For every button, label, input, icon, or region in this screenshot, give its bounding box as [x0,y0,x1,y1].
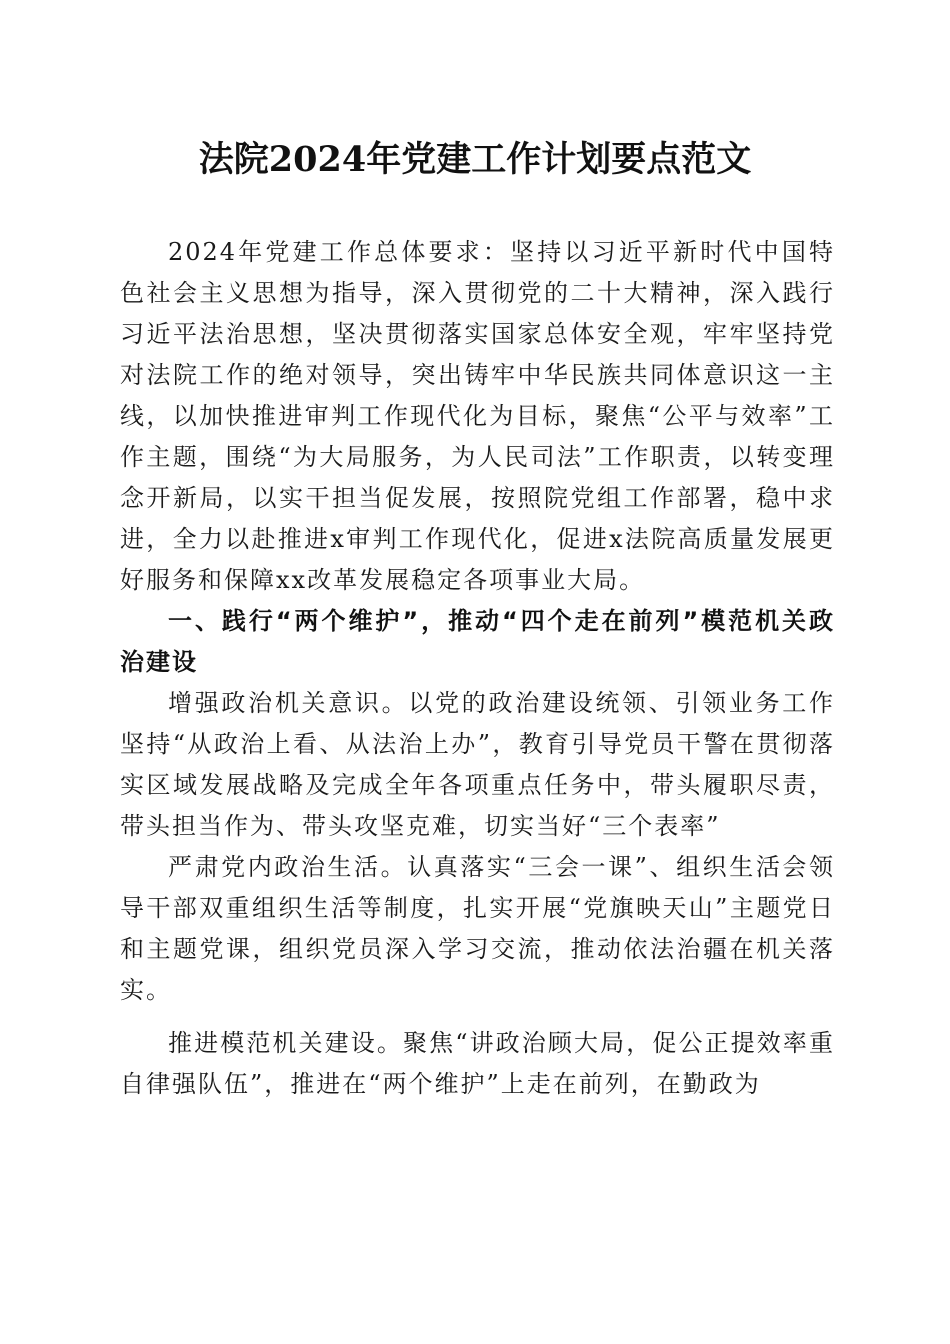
paragraph-gap [120,1011,835,1023]
paragraph-party-life: 严肃党内政治生活。认真落实“三会一课”、组织生活会领导干部双重组织生活等制度，扎实开展“党旗映天山”主题党日和主题党课，组织党员深入学习交流，推动依法治疆在机关落实。 [120,853,835,1004]
intro-paragraph: 2024年党建工作总体要求：坚持以习近平新时代中国特色社会主义思想为指导，深入贯彻党的二十大精神，深入践行习近平法治思想，坚决贯彻落实国家总体安全观，牢牢坚持党对法院工作的绝对领导，突出铸牢中华民族共同体意识这一主线，以加快推进审判工作现代化为目标，聚焦“公平与效率”工作主题，围绕“为大局服务，为人民司法”工作职责，以转变理念开新局，以实干担当促发展，按照院党组工作部署，稳中求进，全力以赴推进x审判工作现代化，促进x法院高质量发展更好服务和保障xx改革发展稳定各项事业大局。 [120,238,835,594]
paragraph-model-organ: 推进模范机关建设。聚焦“讲政治顾大局，促公正提效率重自律强队伍”，推进在“两个维护”上走在前列，在勤政为 [120,1029,835,1098]
document-title: 法院2024年党建工作计划要点范文 [198,139,752,180]
section-heading-1: 一、践行“两个维护”，推动“四个走在前列”模范机关政治建设 [120,607,835,676]
document-body [120,232,835,1105]
paragraph-political-awareness: 增强政治机关意识。以党的政治建设统领、引领业务工作坚持“从政治上看、从法治上办”，教育引导党员干警在贯彻落实区域发展战略及完成全年各项重点任务中，带头履职尽责，带头担当作为、带头攻坚克难，切实当好“三个表率” [120,689,835,840]
